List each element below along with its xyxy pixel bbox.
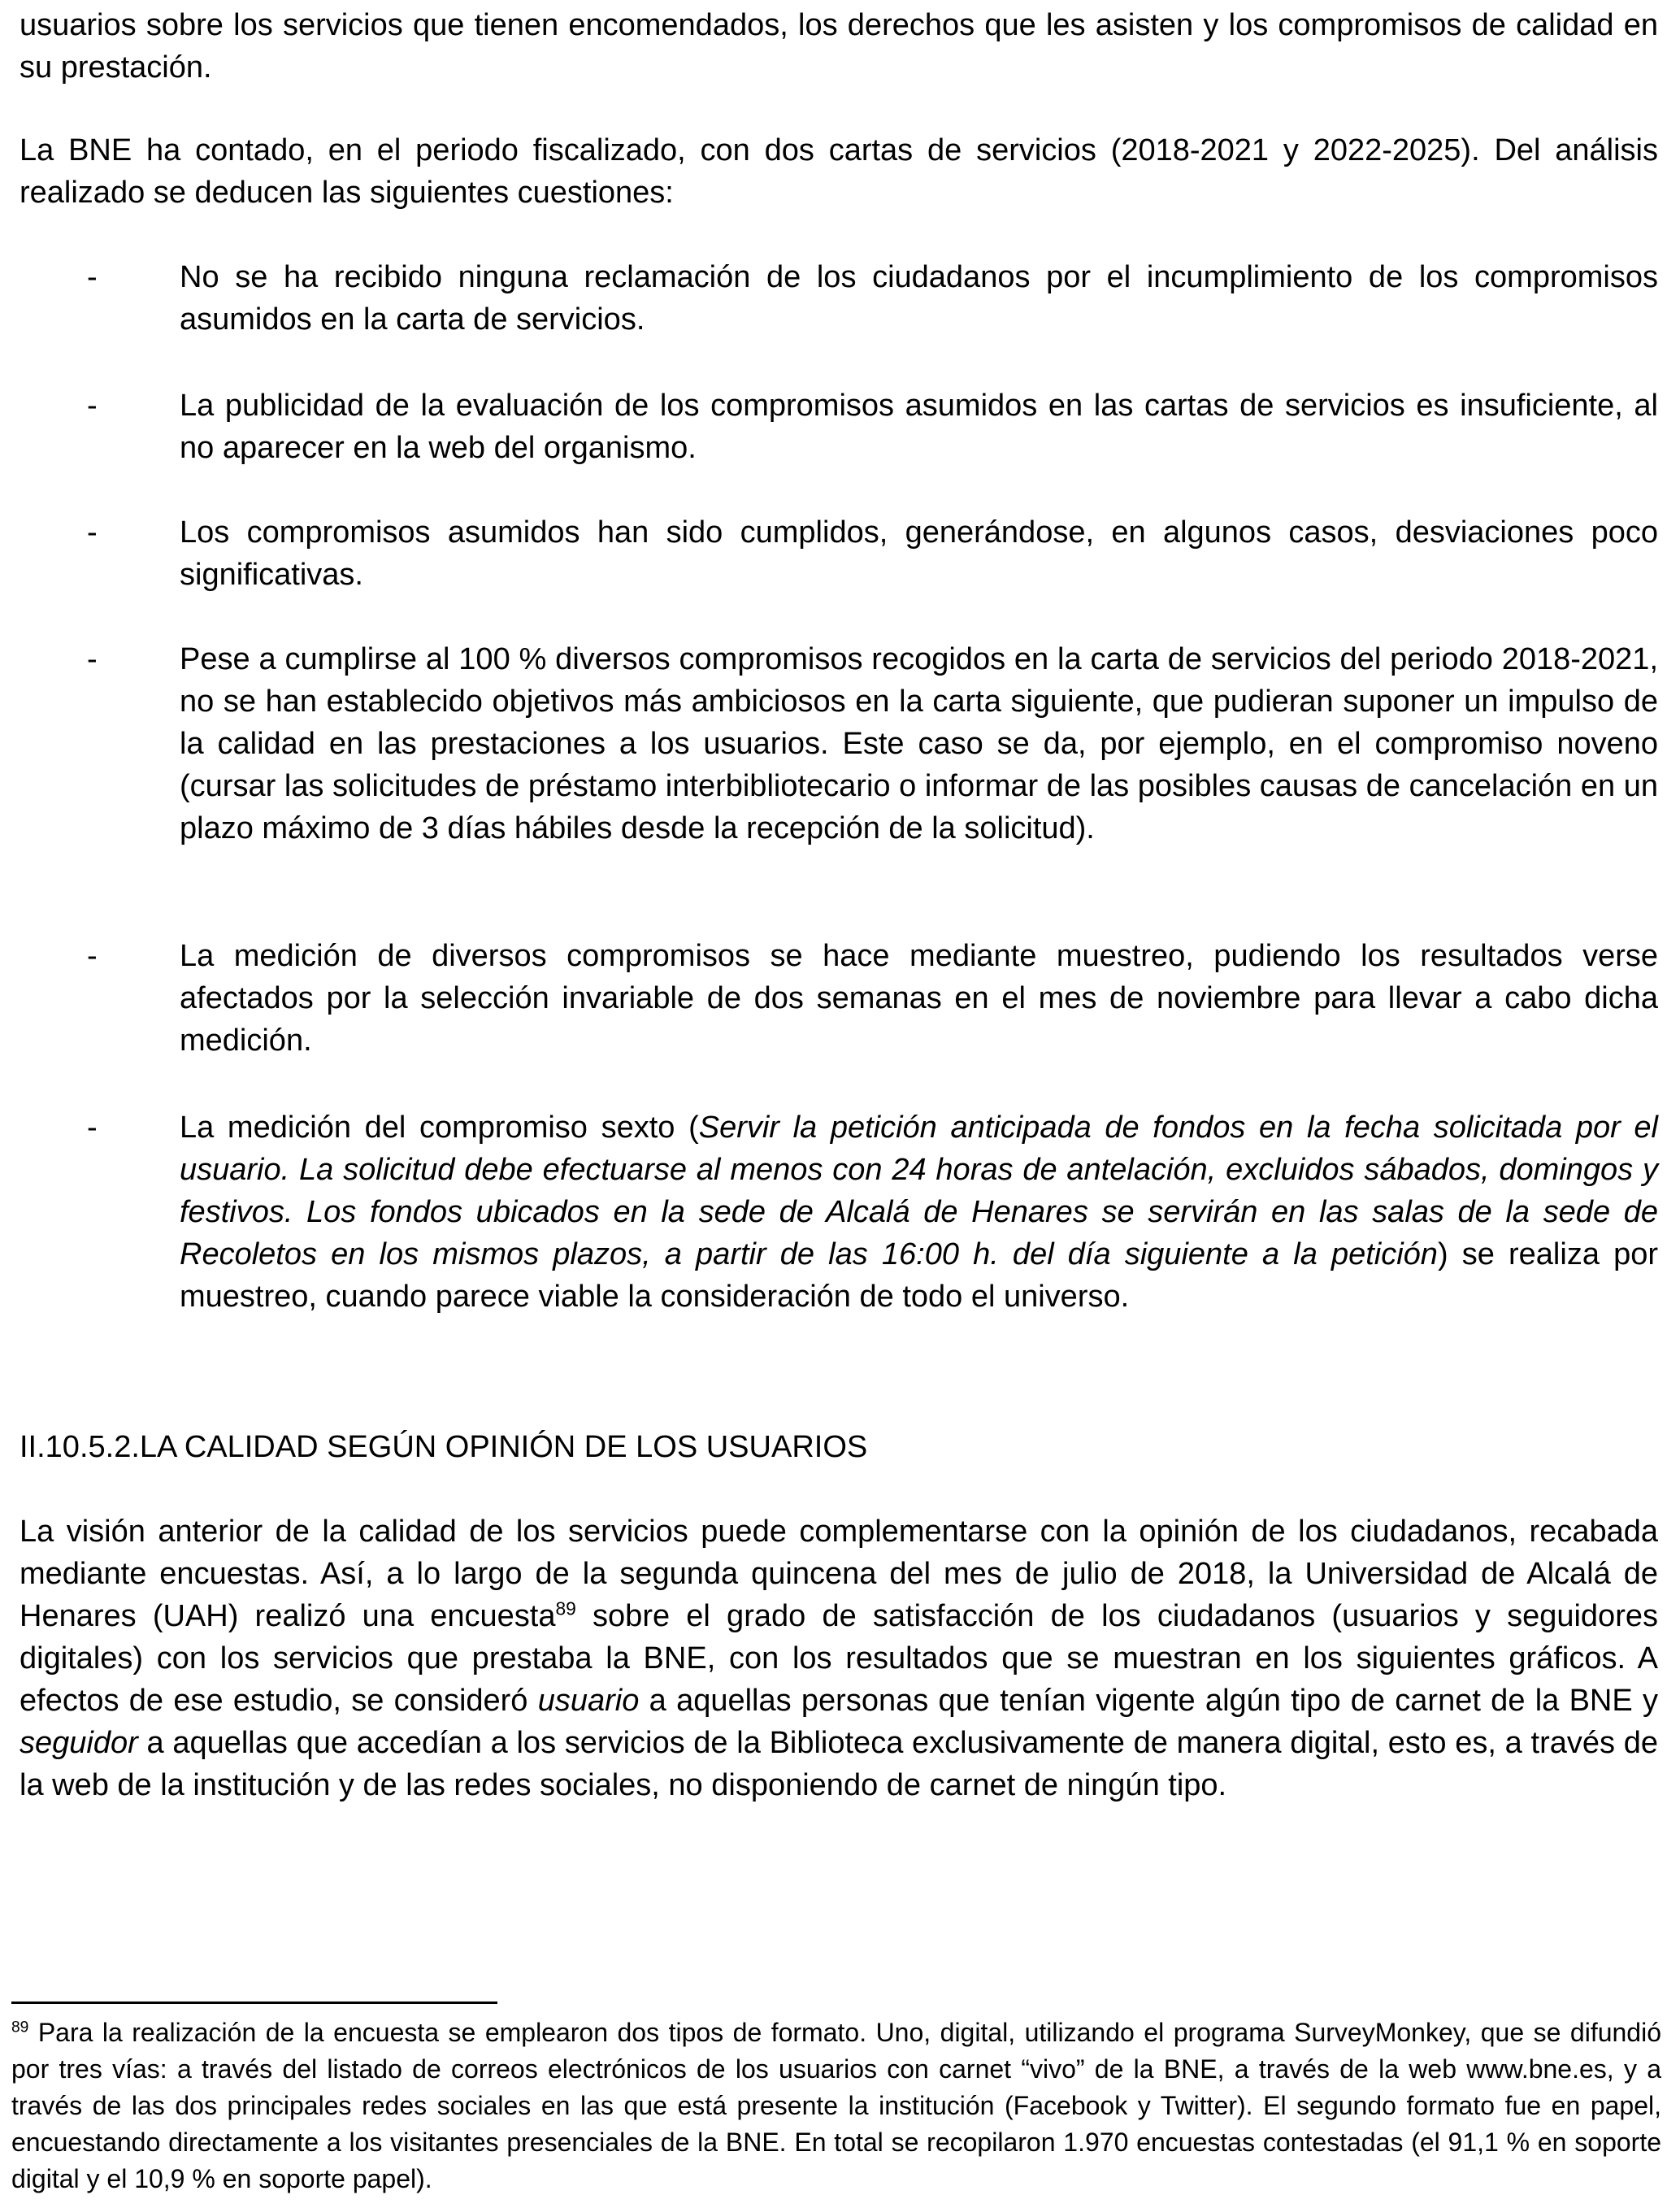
bullet-dash: - — [87, 939, 98, 973]
text-run: La medición del compromiso sexto ( — [180, 1111, 699, 1145]
italic-quote: Servir la petición anticipada de fondos en la fecha solicitada por el usuario. La solicitud debe efectuarse al menos con 24 horas de antelación, excluidos sábados, domingos y festivos. Los fondos ubicados en la sede de Alcalá de Henares se servirán en las salas de la sede de Recoletos en los mismos plazos, a partir de las 16:00 h. del día siguiente a la petición — [180, 1111, 1658, 1271]
footnote-reference[interactable]: 89 — [555, 1597, 576, 1619]
bullet-dash: - — [87, 260, 98, 294]
text-run: La visión anterior de la calidad de los servicios puede complementarse con la opinión de los ciudadanos, recabada mediante encuestas. Así, a lo largo de la segunda quincena del mes de julio de 2018, la Universidad de Alcalá de Henares (UAH) realizó una encuesta — [20, 1515, 1658, 1633]
italic-term: usuario — [537, 1684, 640, 1718]
list-item-text: Pese a cumplirse al 100 % diversos compromisos recogidos en la carta de servicios del periodo 2018-2021, no se han establecido objetivos más ambiciosos en la carta siguiente, que pudieran suponer un impulso de la calidad en las prestaciones a los usuarios. Este caso se da, por ejemplo, en el compromiso noveno (cursar las solicitudes de préstamo interbibliotecario o informar de las posibles causas de cancelación en un plazo máximo de 3 días hábiles desde la recepción de la solicitud). — [180, 642, 1658, 845]
footnote-number: 89 — [11, 2019, 29, 2036]
bullet-dash: - — [87, 642, 98, 676]
bullet-dash: - — [87, 1111, 98, 1145]
bullet-dash: - — [87, 515, 98, 550]
list-item-text: Los compromisos asumidos han sido cumplidos, generándose, en algunos casos, desviaciones poco significativas. — [180, 515, 1658, 592]
text-run: sobre el grado de satisfacción de los ciudadanos (usuarios y seguidores digitales) con los servicios que prestaba la BNE, con los resultados que se muestran en los siguientes gráficos. A efectos de ese estudio, se consideró — [20, 1599, 1658, 1718]
paragraph-intro-continuation: usuarios sobre los servicios que tienen encomendados, los derechos que les asisten y los compromisos de calidad en su prestación. — [20, 8, 1658, 85]
list-item — [20, 638, 1658, 850]
text-run: ) se realiza por muestreo, cuando parece viable la consideración de todo el universo. — [180, 1237, 1659, 1314]
text-run: a aquellas que accedían a los servicios de la Biblioteca exclusivamente de manera digital, esto es, a través de la web de la institución y de las redes sociales, no disponiendo de carnet de ningún tipo. — [20, 1726, 1658, 1802]
italic-term: seguidor — [20, 1726, 138, 1760]
list-item — [20, 256, 1658, 341]
list-item-text: La publicidad de la evaluación de los compromisos asumidos en las cartas de servicios es insuficiente, al no aparecer en la web del organismo. — [180, 389, 1658, 465]
paragraph-service-charters: La BNE ha contado, en el periodo fiscalizado, con dos cartas de servicios (2018-2021 y 2022-2025). Del análisis realizado se deducen las siguientes cuestiones: — [20, 133, 1658, 210]
footnote-text: Para la realización de la encuesta se emplearon dos tipos de formato. Uno, digital, utilizando el programa SurveyMonkey, que se difundió por tres vías: a través del listado de correos electrónicos de los usuarios con carnet “vivo” de la BNE, a través de la web www.bne.es, y a través de las dos principales redes sociales en las que está presente la institución (Facebook y Twitter). El segundo formato fue en papel, encuestando directamente a los visitantes presenciales de la BNE. En total se recopilaron 1.970 encuestas contestadas (el 91,1 % en soporte digital y el 10,9 % en soporte papel). — [11, 2018, 1661, 2193]
list-item — [20, 1106, 1658, 1318]
footnote — [11, 2015, 1661, 2197]
footnote-separator — [11, 2002, 497, 2004]
list-item — [20, 935, 1658, 1062]
list-item-text — [180, 1106, 1658, 1318]
list-item-text: La medición de diversos compromisos se hace mediante muestreo, pudiendo los resultados verse afectados por la selección invariable de dos semanas en el mes de noviembre para llevar a cabo dicha medición. — [180, 939, 1658, 1058]
bullet-dash: - — [87, 389, 98, 423]
list-item — [20, 385, 1658, 469]
paragraph-user-opinion — [20, 1510, 1658, 1806]
list-item-text: No se ha recibido ninguna reclamación de los ciudadanos por el incumplimiento de los compromisos asumidos en la carta de servicios. — [180, 260, 1658, 337]
section-heading: II.10.5.2.LA CALIDAD SEGÚN OPINIÓN DE LOS USUARIOS — [20, 1430, 868, 1464]
list-item — [20, 511, 1658, 596]
text-run: a aquellas personas que tenían vigente algún tipo de carnet de la BNE y — [639, 1684, 1658, 1718]
